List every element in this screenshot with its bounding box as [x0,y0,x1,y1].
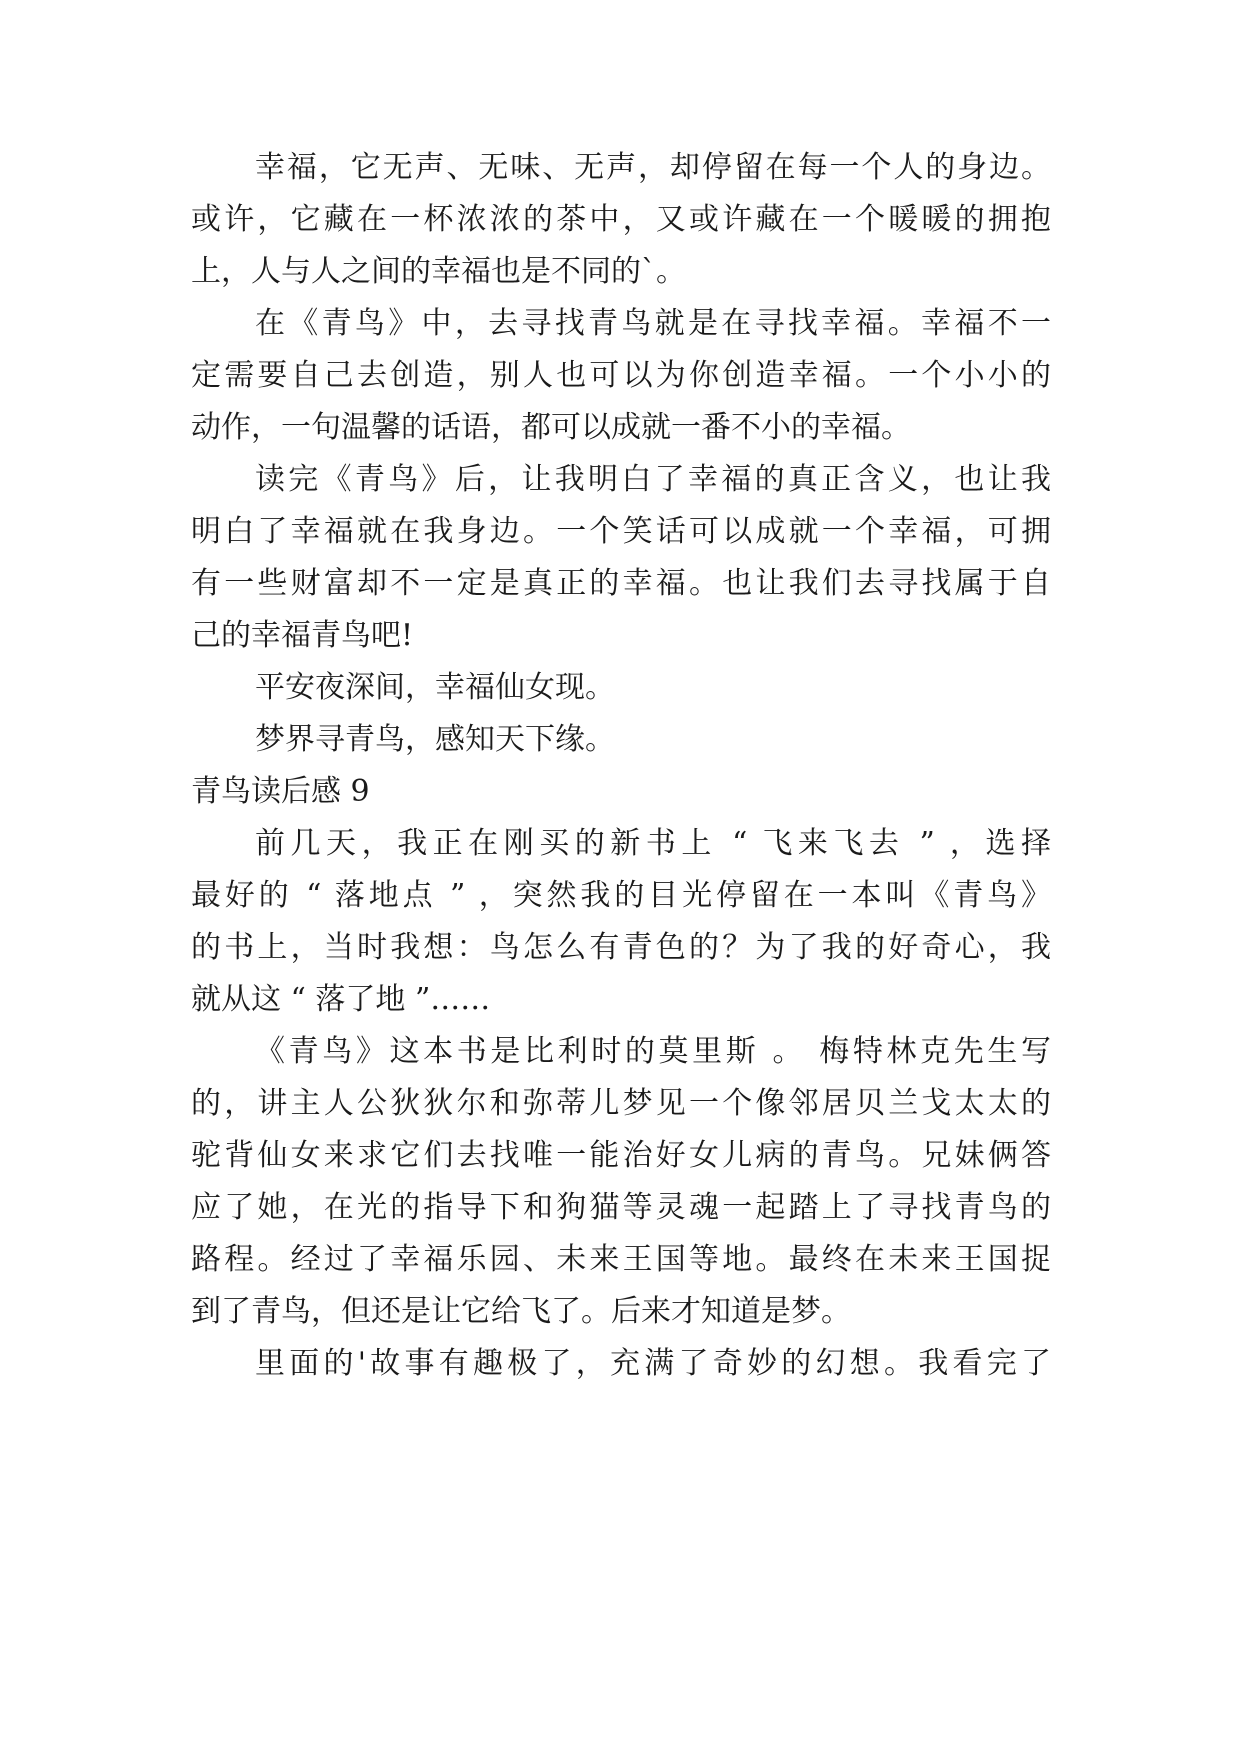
paragraph-line: 己的幸福青鸟吧! [191,618,414,653]
paragraph-line: 就从这 “ 落了地 ”…… [191,982,491,1017]
paragraph-line: 的书上，当时我想：鸟怎么有青色的？为了我的好奇心，我 [191,930,1051,965]
paragraph-line: 上，人与人之间的幸福也是不同的`。 [191,254,686,289]
paragraph-line: 动作，一句温馨的话语，都可以成就一番不小的幸福。 [191,410,911,445]
paragraph-line: 《青鸟》这本书是比利时的莫里斯 。 梅特林克先生写 [255,1034,1051,1069]
paragraph-line: 或许，它藏在一杯浓浓的茶中，又或许藏在一个暖暖的拥抱 [191,202,1051,237]
paragraph-line: 在《青鸟》中，去寻找青鸟就是在寻找幸福。幸福不一 [255,306,1051,341]
paragraph-line: 幸福，它无声、无味、无声，却停留在每一个人的身边。 [255,150,1051,185]
paragraph-line: 路程。经过了幸福乐园、未来王国等地。最终在未来王国捉 [191,1242,1051,1277]
paragraph-line: 里面的'故事有趣极了，充满了奇妙的幻想。我看完了 [255,1346,1051,1381]
section-title: 青鸟读后感 9 [191,774,370,809]
poem-line: 平安夜深间，幸福仙女现。 [255,670,615,705]
paragraph-line: 到了青鸟，但还是让它给飞了。后来才知道是梦。 [191,1294,851,1329]
paragraph-line: 驼背仙女来求它们去找唯一能治好女儿病的青鸟。兄妹俩答 [191,1138,1051,1173]
paragraph-line: 应了她，在光的指导下和狗猫等灵魂一起踏上了寻找青鸟的 [191,1190,1051,1225]
poem-line: 梦界寻青鸟，感知天下缘。 [255,722,615,757]
paragraph-line: 读完《青鸟》后，让我明白了幸福的真正含义，也让我 [255,462,1051,497]
paragraph-line: 明白了幸福就在我身边。一个笑话可以成就一个幸福，可拥 [191,514,1051,549]
paragraph-line: 前几天，我正在刚买的新书上 “ 飞来飞去 ” ，选择 [255,826,1051,861]
paragraph-line: 最好的 “ 落地点 ” ，突然我的目光停留在一本叫《青鸟》 [191,878,1051,913]
paragraph-line: 定需要自己去创造，别人也可以为你创造幸福。一个小小的 [191,358,1051,393]
paragraph-line: 的，讲主人公狄狄尔和弥蒂儿梦见一个像邻居贝兰戈太太的 [191,1086,1051,1121]
paragraph-line: 有一些财富却不一定是真正的幸福。也让我们去寻找属于自 [191,566,1051,601]
